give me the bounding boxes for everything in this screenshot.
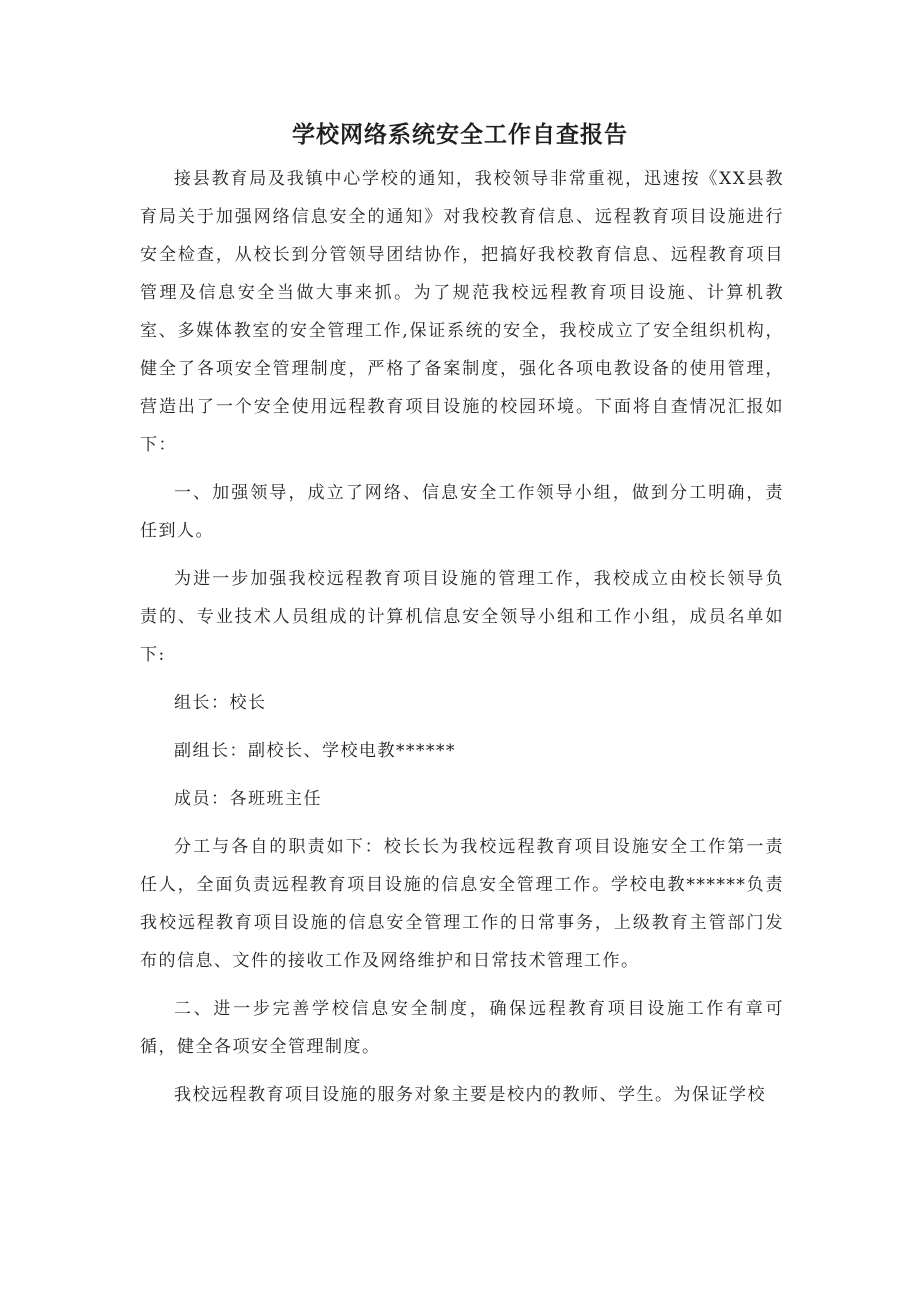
document-title: 学校网络系统安全工作自查报告 [292,122,628,148]
document-body [140,160,784,1114]
member-leader: 组长：校长 [174,693,267,713]
paragraph-section-one-heading: 一、加强领导，成立了网络、信息安全工作领导小组，做到分工明确，责任到人。 [140,483,784,541]
paragraph-section-two-heading: 二、进一步完善学校信息安全制度，确保远程教育项目设施工作有章可循，健全各项安全管理制度。 [140,999,784,1057]
paragraph-service-scope: 我校远程教育项目设施的服务对象主要是校内的教师、学生。为保证学校 [174,1085,766,1105]
member-deputy-leader: 副组长：副校长、学校电教****** [174,741,456,761]
member-members: 成员：各班班主任 [174,789,322,809]
paragraph-intro: 接县教育局及我镇中心学校的通知，我校领导非常重视，迅速按《XX县教育局关于加强网络信息安全的通知》对我校教育信息、远程教育项目设施进行安全检查，从校长到分管领导团结协作，把搞好我校教育信息、远程教育项目管理及信息安全当做大事来抓。为了规范我校远程教育项目设施、计算机教室、多媒体教室的安全管理工作,保证系统的安全，我校成立了安全组织机构，健全了各项安全管理制度，严格了备案制度，强化各项电教设备的使用管理，营造出了一个安全使用远程教育项目设施的校园环境。下面将自查情况汇报如下： [140,169,784,455]
paragraph-responsibilities: 分工与各自的职责如下：校长长为我校远程教育项目设施安全工作第一责任人，全面负责远程教育项目设施的信息安全管理工作。学校电教******负责我校远程教育项目设施的信息安全管理工作的日常事务，上级教育主管部门发布的信息、文件的接收工作及网络维护和日常技术管理工作。 [140,837,784,971]
paragraph-team-setup: 为进一步加强我校远程教育项目设施的管理工作，我校成立由校长领导负责的、专业技术人员组成的计算机信息安全领导小组和工作小组，成员名单如下: [140,569,784,665]
